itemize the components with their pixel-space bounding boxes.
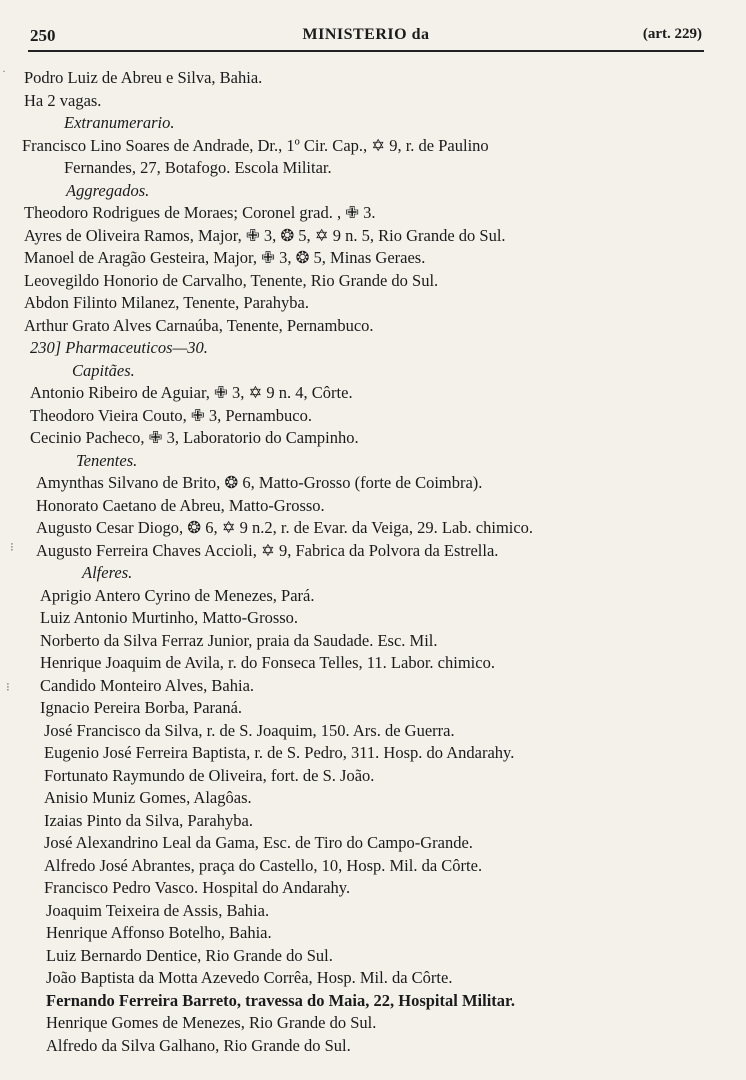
entry-line: Alfredo da Silva Galhano, Rio Grande do Sul. bbox=[46, 1036, 351, 1055]
entry-line: João Baptista da Motta Azevedo Corrêa, Hosp. Mil. da Côrte. bbox=[46, 968, 453, 987]
entry-line: Norberto da Silva Ferraz Junior, praia da Saudade. Esc. Mil. bbox=[40, 631, 438, 650]
entry-line: Alfredo José Abrantes, praça do Castello, 10, Hosp. Mil. da Côrte. bbox=[44, 856, 483, 875]
section-heading-extranumerario: Extranumerario. bbox=[64, 113, 175, 132]
section-heading-pharmaceuticos: 230] Pharmaceuticos—30. bbox=[30, 338, 208, 357]
print-speck: ⁝ bbox=[6, 680, 10, 694]
entry-line: Theodoro Rodrigues de Moraes; Coronel grad. , ✙ 3. bbox=[24, 203, 376, 222]
entry-line: Theodoro Vieira Couto, ✙ 3, Pernambuco. bbox=[30, 406, 312, 425]
section-heading-tenentes: Tenentes. bbox=[76, 451, 138, 470]
running-title: MINISTERIO da bbox=[302, 26, 430, 43]
entry-line: Fortunato Raymundo de Oliveira, fort. de S. João. bbox=[44, 766, 375, 785]
entry-line: Aprigio Antero Cyrino de Menezes, Pará. bbox=[40, 586, 315, 605]
entry-line: Henrique Affonso Botelho, Bahia. bbox=[46, 923, 272, 942]
entry-line: Augusto Cesar Diogo, ❂ 6, ✡ 9 n.2, r. de Evar. da Veiga, 29. Lab. chimico. bbox=[36, 518, 534, 537]
page-header bbox=[30, 26, 702, 48]
entry-line: Amynthas Silvano de Brito, ❂ 6, Matto-Grosso (forte de Coimbra). bbox=[36, 473, 483, 492]
entry-line: Fernando Ferreira Barreto, travessa do Maia, 22, Hospital Militar. bbox=[46, 991, 515, 1010]
header-rule bbox=[28, 50, 704, 52]
entry-continuation: Fernandes, 27, Botafogo. Escola Militar. bbox=[64, 158, 332, 177]
print-speck: · bbox=[2, 64, 6, 78]
entry-line: José Francisco da Silva, r. de S. Joaquim, 150. Ars. de Guerra. bbox=[44, 721, 455, 740]
entry-line: Podro Luiz de Abreu e Silva, Bahia. bbox=[24, 68, 263, 87]
entry-line: Luiz Antonio Murtinho, Matto-Grosso. bbox=[40, 608, 299, 627]
entry-line: Manoel de Aragão Gesteira, Major, ✙ 3, ❂ 5, Minas Geraes. bbox=[24, 248, 426, 267]
entry-line: Augusto Ferreira Chaves Accioli, ✡ 9, Fabrica da Polvora da Estrella. bbox=[36, 541, 499, 560]
entry-line: Luiz Bernardo Dentice, Rio Grande do Sul. bbox=[46, 946, 333, 965]
section-heading-alferes: Alferes. bbox=[82, 563, 133, 582]
entry-line: Francisco Lino Soares de Andrade, Dr., 1º Cir. Cap., ✡ 9, r. de Paulino bbox=[22, 136, 489, 155]
entry-line: Izaias Pinto da Silva, Parahyba. bbox=[44, 811, 253, 830]
page-number: 250 bbox=[30, 26, 56, 45]
entry-line: Eugenio José Ferreira Baptista, r. de S. Pedro, 311. Hosp. do Andarahy. bbox=[44, 743, 515, 762]
entry-line: Joaquim Teixeira de Assis, Bahia. bbox=[46, 901, 270, 920]
section-heading-capitaes: Capitães. bbox=[72, 361, 135, 380]
section-heading-aggregados: Aggregados. bbox=[66, 181, 150, 200]
entry-line: Arthur Grato Alves Carnaúba, Tenente, Pernambuco. bbox=[24, 316, 374, 335]
entry-line: José Alexandrino Leal da Gama, Esc. de Tiro do Campo-Grande. bbox=[44, 833, 473, 852]
print-speck: ⁝ bbox=[10, 540, 14, 554]
entry-line: Henrique Gomes de Menezes, Rio Grande do Sul. bbox=[46, 1013, 377, 1032]
entry-line: Antonio Ribeiro de Aguiar, ✙ 3, ✡ 9 n. 4, Côrte. bbox=[30, 383, 353, 402]
entry-line: Candido Monteiro Alves, Bahia. bbox=[40, 676, 255, 695]
entry-line: Ayres de Oliveira Ramos, Major, ✙ 3, ❂ 5, ✡ 9 n. 5, Rio Grande do Sul. bbox=[24, 226, 506, 245]
entry-line: Leovegildo Honorio de Carvalho, Tenente, Rio Grande do Sul. bbox=[24, 271, 439, 290]
entry-line: Abdon Filinto Milanez, Tenente, Parahyba. bbox=[24, 293, 309, 312]
vacancy-line: Ha 2 vagas. bbox=[24, 91, 102, 110]
entry-line: Cecinio Pacheco, ✙ 3, Laboratorio do Campinho. bbox=[30, 428, 359, 447]
entry-line: Henrique Joaquim de Avila, r. do Fonseca Telles, 11. Labor. chimico. bbox=[40, 653, 495, 672]
article-reference: (art. 229) bbox=[642, 26, 702, 42]
entry-line: Ignacio Pereira Borba, Paraná. bbox=[40, 698, 243, 717]
entry-line: Honorato Caetano de Abreu, Matto-Grosso. bbox=[36, 496, 325, 515]
entry-line: Francisco Pedro Vasco. Hospital do Andarahy. bbox=[44, 878, 351, 897]
entry-line: Anisio Muniz Gomes, Alagôas. bbox=[44, 788, 252, 807]
